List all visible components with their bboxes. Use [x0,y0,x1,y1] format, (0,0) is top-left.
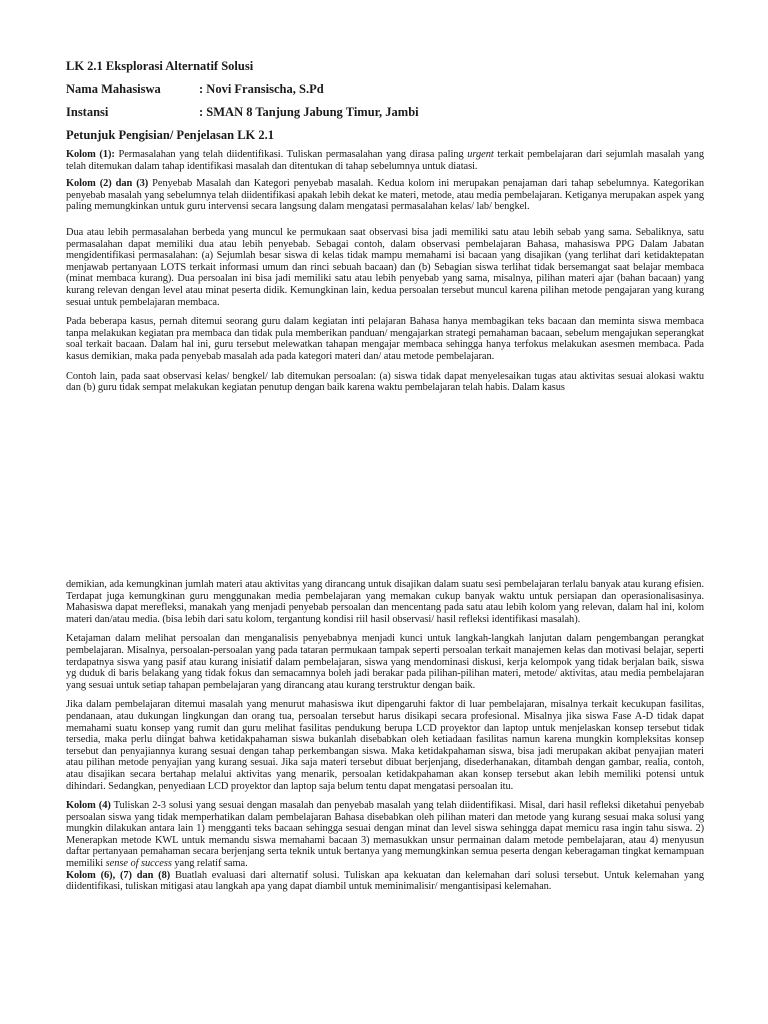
document-title: LK 2.1 Eksplorasi Alternatif Solusi [66,59,254,73]
column-2-3-paragraph [66,178,704,213]
column-4-text-b: yang relatif sama. [171,858,248,870]
document-page-bottom [66,579,704,893]
column-2-3-label: Kolom (2) dan (3) [66,178,149,190]
student-name-row [66,81,704,97]
paragraph-dua-atau-lebih: Dua atau lebih permasalahan berbeda yang muncul ke permukaan saat observasi bisa jadi memiliki satu atau lebih sebab yang sama. Sebaliknya, satu permasalahan dapat memiliki dua atau lebih penyebab. Sebagai contoh, dalam observasi pembelajaran Bahasa, mahasiswa PPG Dalam Jabatan mengidentifikasi permasalahan: (a) Sejumlah besar siswa di kelas tidak mampu memahami isi bacaan yang disajikan (yang terlihat dari ketidaktepatan menjawab pertanyaan LOTS terkait informasi umum dan rinci sebuah bacaan) dan (b) Sebagian siswa terlihat tidak bersemangat saat belajar membaca (minat membaca kurang). Dua persoalan ini bisa jadi memiliki satu atau lebih penyebab yang sama, misalnya, pilihan materi ajar (bahan bacaan) yang kurang relevan dengan level atau minat peserta didik. Kemungkinan lain, kedua persoalan tersebut muncul karena pilihan metode pengajaran yang kurang sesuai untuk pembelajaran membaca. [66,226,704,308]
paragraph-jika-dalam: Jika dalam pembelajaran ditemui masalah yang menurut mahasiswa ikut dipengaruhi faktor di luar pembelajaran, misalnya terkait kecukupan fasilitas, pendanaan, atau dukungan lingkungan dan orang tua, persoalan tersebut harus disikapi secara profesional. Misalnya jika siswa Fase A-D tidak dapat memahami suatu konsep yang rumit dan guru melihat fasilitas pendukung berupa LCD proyektor dan laptop untuk menjelaskan konsep tersebut tidak tersedia, maka perlu diingat bahwa ketidakpahaman siswa bukanlah disebabkan oleh ketiadaan fasilitas namun karena mungkin kompleksitas konsep tersebut dan penyajiannya kurang sesuai dengan tahap perkembangan siswa. Maka ketidakpahaman siswa, bisa jadi merupakan akibat penyajian materi atau pilihan metode penyajian yang kurang sesuai. Jika saja materi tersebut dibuat berjenjang, disederhanakan, ditambah dengan gambar, realia, contoh, atau disajikan secara bertahap melalui aktivitas yang menarik, persoalan ketidakpahaman akan konsep tersebut akan lebih memiliki potensi untuk dihindari. Sedangkan, penyediaan LCD proyektor dan laptop saja belum tentu dapat mengatasi persoalan itu. [66,699,704,792]
document-page-top [66,58,704,394]
column-1-text-a: Permasalahan yang telah diidentifikasi. Tuliskan permasalahan yang dirasa paling [114,149,468,160]
student-name-value: : Novi Fransischa, S.Pd [199,82,324,96]
column-2-3-text: Penyebab Masalah dan Kategori penyebab masalah. Kedua kolom ini merupakan penajaman dari tahap sebelumnya. Kategorikan penyebab masalah yang sebelumnya telah diidentifikasi apakah lebih dekat ke materi, metode, atau media pembelajaran. Ketiganya merupakan aspek yang paling memungkinkan untuk guru intervensi secara langsung dalam mengatasi permasalahan kelas/ lab/ bengkel. [66,178,704,213]
column-4-label: Kolom (4) [66,800,111,812]
student-name-label: Nama Mahasiswa [66,82,161,96]
column-6-7-8-text: Buatlah evaluasi dari alternatif solusi. Tuliskan apa kekuatan dan kelemahan dari solusi tersebut. Untuk kelemahan yang diidentifikasi, tuliskan mitigasi atau langkah apa yang dapat diambil untuk meminimalisir/ mengantisipasi kelemahan. [66,869,704,893]
column-1-paragraph [66,149,704,172]
column-1-text-b: terkait pembelajaran dari sejumlah masalah yang telah ditemukan dalam tahap identifikasi masalah dan ditentukan di tahap sebelumnya untuk diatasi. [66,149,704,172]
paragraph-demikian: demikian, ada kemungkinan jumlah materi atau aktivitas yang dirancang untuk disajikan dalam suatu sesi pembelajaran terlalu banyak atau kurang efisien. Terdapat juga kemungkinan guru menggunakan media pembelajaran yang memakan cukup banyak waktu untuk persiapan dan operasionalisasinya. Mahasiswa dapat merefleksi, manakah yang menjadi penyebab persoalan dan mencentang pada satu atau lebih kolom yang relevan, dalam hal ini, kolom materi dan/atau media. (bisa lebih dari satu kolom, tergantung kondisi riil hasil observasi/ hasil refleksi identifikasi masalah). [66,579,704,625]
column-4-italic: sense of success [105,858,172,870]
paragraph-pada-beberapa-kasus: Pada beberapa kasus, pernah ditemui seorang guru dalam kegiatan inti pelajaran Bahasa hanya membagikan teks bacaan dan meminta siswa membaca tanpa melakukan kegiatan pra membaca dan tidak pula memberikan panduan/ mengajarkan strategi pemahaman bacaan, sebelum mengajukan seperangkat soal terkait bacaan. Dalam hal ini, guru tersebut melewatkan tahapan mengajar membaca sehingga hanya terfokus melakukan asesmen membaca. Pada kasus demikian, maka pada penyebab masalah ada pada kategori materi dan/ atau metode pembelajaran. [66,316,704,362]
column-4-paragraph [66,800,704,870]
institution-value: : SMAN 8 Tanjung Jabung Timur, Jambi [199,105,419,119]
institution-row [66,104,704,120]
column-1-italic: urgent [467,149,494,160]
instructions-heading: Petunjuk Pengisian/ Penjelasan LK 2.1 [66,128,275,142]
paragraph-ketajaman: Ketajaman dalam melihat persoalan dan menganalisis penyebabnya menjadi kunci untuk langkah-langkah lanjutan dalam pengembangan perangkat pembelajaran. Misalnya, persoalan-persoalan yang pada tataran permukaan tampak seperti persoalan terkait manajemen kelas dan motivasi belajar, seperti terdapatnya siswa yang pasif atau kurang inisiatif dalam pembelajaran, siswa yang mendominasi diskusi, kerja kelompok yang tidak berjalan baik, siswa yg duduk di baris belakang yang tidak fokus dan semacamnya boleh jadi berakar pada pilihan-pilihan materi, metode/ aktivitas, atau media pembelajaran yang sesuai untuk setiap tahapan pembelajaran yang dirancang atau kurang terstruktur dengan baik. [66,633,704,691]
institution-label: Instansi [66,105,109,119]
paragraph-contoh-lain: Contoh lain, pada saat observasi kelas/ bengkel/ lab ditemukan persoalan: (a) siswa tidak dapat menyelesaikan tugas atau aktivitas sesuai alokasi waktu dan (b) guru tidak sempat melakukan kegiatan penutup dengan baik karena waktu pembelajaran telah habis. Dalam kasus [66,370,704,394]
column-4-text-a: Tuliskan 2-3 solusi yang sesuai dengan masalah dan penyebab masalah yang telah diidentifikasi. Misal, dari hasil refleksi diketahui penyebab persoalan siswa yang tidak memperhatikan dalam pembelajaran Bahasa disebabkan oleh pilihan materi dan metode yang kurang sesuai maka solusi yang mungkin dilakukan antara lain 1) mengganti teks bacaan sehingga sesuai dengan minat dan level siswa sehingga dapat memicu rasa ingin tahu siswa. 2) Menerapkan metode KWL untuk memandu siswa memahami bacaan 3) memasukkan unsur permainan dalam metode pembelajaran, atau 4) menyusun daftar pertanyaan pemahaman secara berjenjang serta teknik untuk bertanya yang memungkinkan semua peserta dengan keberagaman tingkat kemampuan memiliki [66,800,705,870]
column-6-7-8-label: Kolom (6), (7) dan (8) [66,869,171,881]
column-1-label: Kolom (1): [66,149,115,160]
column-6-7-8-paragraph [66,870,704,893]
